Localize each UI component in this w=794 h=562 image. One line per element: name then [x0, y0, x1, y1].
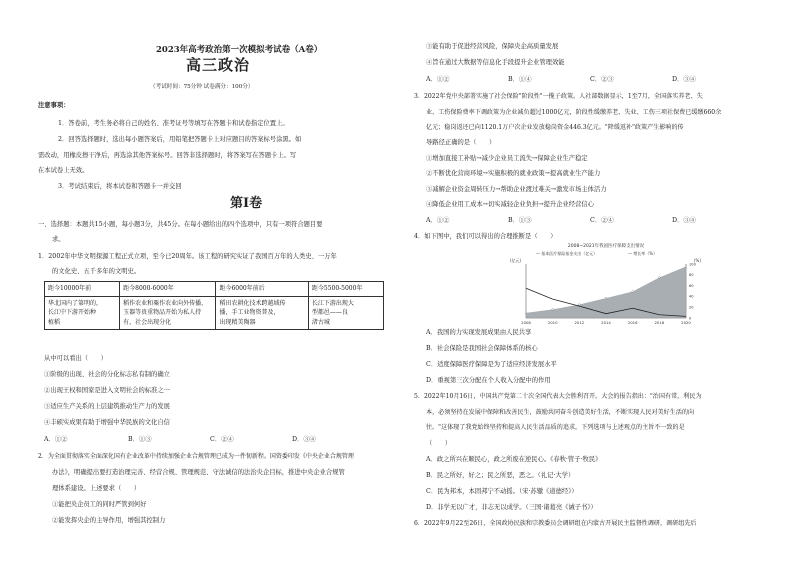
- chart-ylabel-left: (亿元): [510, 258, 522, 263]
- q4-option-d: D．重视第三次分配在个人收入分配中的作用: [426, 377, 551, 384]
- table-header-cell: 距今5500-5000年: [308, 282, 383, 297]
- q1-choice-b: B．①③: [128, 436, 152, 443]
- q1-option-3: ③适应生产关系的上层建筑推动生产力的发展: [44, 403, 170, 410]
- chart-area-point: [552, 309, 554, 311]
- chart-x-tick: 2018: [654, 320, 665, 325]
- q2-line3: 理体系建设。上述要求（ ）: [52, 485, 141, 492]
- q2-option-4: ④旨在通过大数据等信息化手段提升企业管理效能: [426, 59, 565, 66]
- q1-choice-d: D．③④: [292, 436, 316, 443]
- chart-y-right-tick: 100: [689, 262, 696, 267]
- chart-x-tick: 2016: [627, 320, 638, 325]
- q1-line2: 的文化史、五千多年的文明史。: [52, 268, 141, 275]
- volume-title: 第Ⅰ卷: [230, 196, 263, 211]
- chart-x-tick: 2020: [681, 320, 691, 325]
- table-cell: 稻作农业和粟作农业向外传播， 玉器等贵重物品开始为私人持 有，社会出现分化: [120, 296, 216, 330]
- chart-area-point: [525, 312, 527, 314]
- q2-line1: 2．为全面贯彻落实全面深化国有企业改革中持续加强企业合规管理已成为一件韧新程。国资委印发《中央企业合规管理: [38, 453, 354, 460]
- chart-x-tick: 2010: [547, 320, 558, 325]
- note-2c: 在本试卷上无效。: [38, 167, 89, 174]
- q5-line3: 往。"这体现了我党始终坚持和提高人民生活品质的追求，下列选项与上述观点的主旨不一致的是: [426, 424, 685, 431]
- table-header-cell: 距今8000-6000年: [120, 282, 216, 297]
- q2-option-3: ③能有助于促进经营风险，保障央企高质量发展: [426, 43, 559, 50]
- q4-option-b: B．社会保险是我国社会保障体系的核心: [426, 345, 538, 352]
- q2-choice-c: C．②③: [590, 76, 614, 83]
- chart-legend-line: — 增长率（%）: [628, 251, 658, 256]
- notes-heading: 注意事项：: [38, 102, 70, 109]
- table-cell: 稻田农耕化技术跨越域传 播，手工业物资普及， 出现精美陶器: [216, 296, 308, 330]
- table-cell: 长江下游出现大 型都邑——良 渚古城: [308, 296, 383, 330]
- q3-line3: 亿元；稳岗返还已向1120.1万户次企业发放稳岗资金446.3亿元。"降缓返补"政策产生影响的传: [426, 124, 684, 131]
- q2-choice-a: A．①②: [426, 76, 450, 83]
- q3-option-4: ④降低企业用工成本→切实减轻企业负担→提升企业经营信心: [426, 201, 594, 208]
- chart-area-point: [658, 277, 660, 279]
- chart-x-tick: 2008: [521, 320, 531, 325]
- chart-ylabel-right: (%): [694, 258, 701, 263]
- chart-y-right-tick: 0: [689, 316, 692, 321]
- q3-option-3: ③减解企业资金周转压力→帮助企业渡过难关→激发市场主体活力: [426, 186, 607, 193]
- q3-choice-b: B．①③: [508, 217, 532, 224]
- q5-line2: 本，必须坚持在发展中保障和改善民生，鼓励共同奋斗创造美好生活，不断实现人民对美好生活的向: [426, 409, 695, 416]
- q5-option-c: C．民为邦本，本固邦宁不动摇。（宋·苏辙《道德经》）: [426, 488, 578, 495]
- chart-y-right-tick: 20: [689, 305, 694, 310]
- chart-x-tick: 2012: [574, 320, 585, 325]
- chart-legend-area: — 基本医疗保险基金支出（亿元）: [536, 251, 598, 256]
- q1-choice-a: A．①②: [44, 436, 68, 443]
- exam-info: （考试时间：75分钟 试卷满分：100分）: [150, 84, 254, 90]
- q3-choice-c: C．②④: [590, 217, 614, 224]
- chart-area-point: [605, 297, 607, 299]
- q3-line2: 业、工伤保险费率下调政策为企业减负超过1000亿元，阶段性缓缴养老、失业、工伤三项社保费已缓缴660余: [426, 109, 722, 116]
- medical-spending-chart: [506, 240, 706, 328]
- chart-area-point: [632, 291, 634, 293]
- q1-choice-c: C．②④: [210, 436, 234, 443]
- civilization-table: [44, 281, 384, 330]
- q1-line1: 1．2002年中华文明探源工程正式立项，至今已20周年。该工程的研究实证了我国百万年的人类史、一万年: [38, 253, 337, 260]
- q3-option-1: ①增加直接工补贴→减少企业员工流失→保障企业生产稳定: [426, 155, 588, 162]
- note-2: 2．回答选择题时，选出每小题答案后，用铅笔把答题卡上对应题目的答案标号涂黑。如: [58, 136, 302, 143]
- q4-option-a: A．我国的力实现发展成果由人民共享: [426, 329, 532, 336]
- chart-plot: [521, 262, 696, 325]
- q1-option-2: ②出现王权和国家是进入文明社会的标准之一: [44, 387, 170, 394]
- chart-area-series: [526, 266, 686, 318]
- q3-choice-a: A．①②: [426, 217, 450, 224]
- subject-title: 高三政治: [186, 56, 251, 74]
- q4-option-c: C．适度保障医疗保障是为了适应经济发展水平: [426, 361, 557, 368]
- section1-line2: 求。: [52, 236, 65, 243]
- q1-option-4: ④丰硕实成果有助于增强中华民族的文化自信: [44, 419, 170, 426]
- note-3: 3．考试结束后，将本试卷和答题卡一并交回: [58, 183, 182, 190]
- q2-option-1: ①能把央企员工的同时严管到何好: [52, 501, 147, 508]
- q5-option-a: A．政之所兴在顺民心，政之所废在逆民心。《春秋·管子·牧民》: [426, 456, 602, 463]
- q5-option-b: B．民之所好，好之；民之所恶，恶之。（礼记·大学）: [426, 472, 575, 479]
- q3-option-2: ②不断优化营商环境→实施积极的就业政策→提高就业生产能力: [426, 170, 601, 177]
- chart-x-tick: 2014: [601, 320, 611, 325]
- note-2b: 需改动，用橡皮擦干净后，再选涂其他答案标号。回答非选择题时，将答案写在答题卡上。写: [38, 152, 297, 159]
- q2-line2: 办法》，明确提出要打造治理完善、经营合规、管理规范、守法诚信的法治央企目标，推进中央企业合规管: [52, 469, 345, 476]
- table-header-cell: 距今10000年前: [45, 282, 120, 297]
- chart-y-right-tick: 40: [689, 294, 694, 299]
- chart-y-right-tick: 60: [689, 283, 694, 288]
- section1-line1: 一、选择题：本题共15小题，每小题3分，共45分。在每小题给出的四个选项中，只有一项符合题目要: [38, 221, 323, 228]
- q3-choice-d: D．③④: [672, 217, 696, 224]
- q6-line1: 6．2022年9月22至26日，全国政协民族和宗教委员会调研组在内蒙古开展民主监督性调研，调研组先后: [414, 520, 697, 527]
- exam-title: 2023年高考政治第一次模拟考试卷（A卷）: [156, 45, 323, 55]
- q5-line4: （ ）: [426, 440, 452, 447]
- q5-line1: 5．2022年10月16日，中国共产党第二十次全国代表大会胜利召开。大会的报告指出："治国有常，利民为: [414, 393, 702, 400]
- chart-area-point: [578, 304, 580, 306]
- table-cell: 华北国内了第明的， 长江中下游开始种 植稻: [45, 296, 120, 330]
- chart-area-point: [685, 266, 687, 268]
- q2-option-2: ②能发挥央企的主导作用，增强其控制力: [52, 517, 166, 524]
- chart-y-right-tick: 80: [689, 273, 694, 278]
- table-header-cell: 距今6000年前后: [216, 282, 308, 297]
- q1-option-1: ①阶级的出现、社会的分化标志私有制的确立: [44, 371, 170, 378]
- q2-choice-b: B．①④: [508, 76, 532, 83]
- q3-line1: 3．2022年党中央部署实施了社会保险"阶段性"一揽子政策。人社部数据显示，1至7月，全国落实养老、失: [414, 93, 703, 100]
- q2-choice-d: D．③④: [672, 76, 696, 83]
- q1-prompt: 从中可以看出（ ）: [44, 355, 107, 362]
- note-1: 1．答卷前，考生务必将自己的姓名、准考证号等填写在答题卡和试卷指定位置上。: [58, 120, 289, 127]
- q3-line4: 导路径正确的是（ ）: [426, 139, 496, 146]
- chart-title: 2008~2021年我国医疗保障支出情况: [567, 244, 645, 249]
- q5-option-d: D．非学无以广才，非志无以成学。（三国·诸葛亮《诫子书》）: [426, 504, 597, 511]
- q4-line1: 4．如下图中，我们可以得出的合理推断是（ ）: [414, 233, 557, 240]
